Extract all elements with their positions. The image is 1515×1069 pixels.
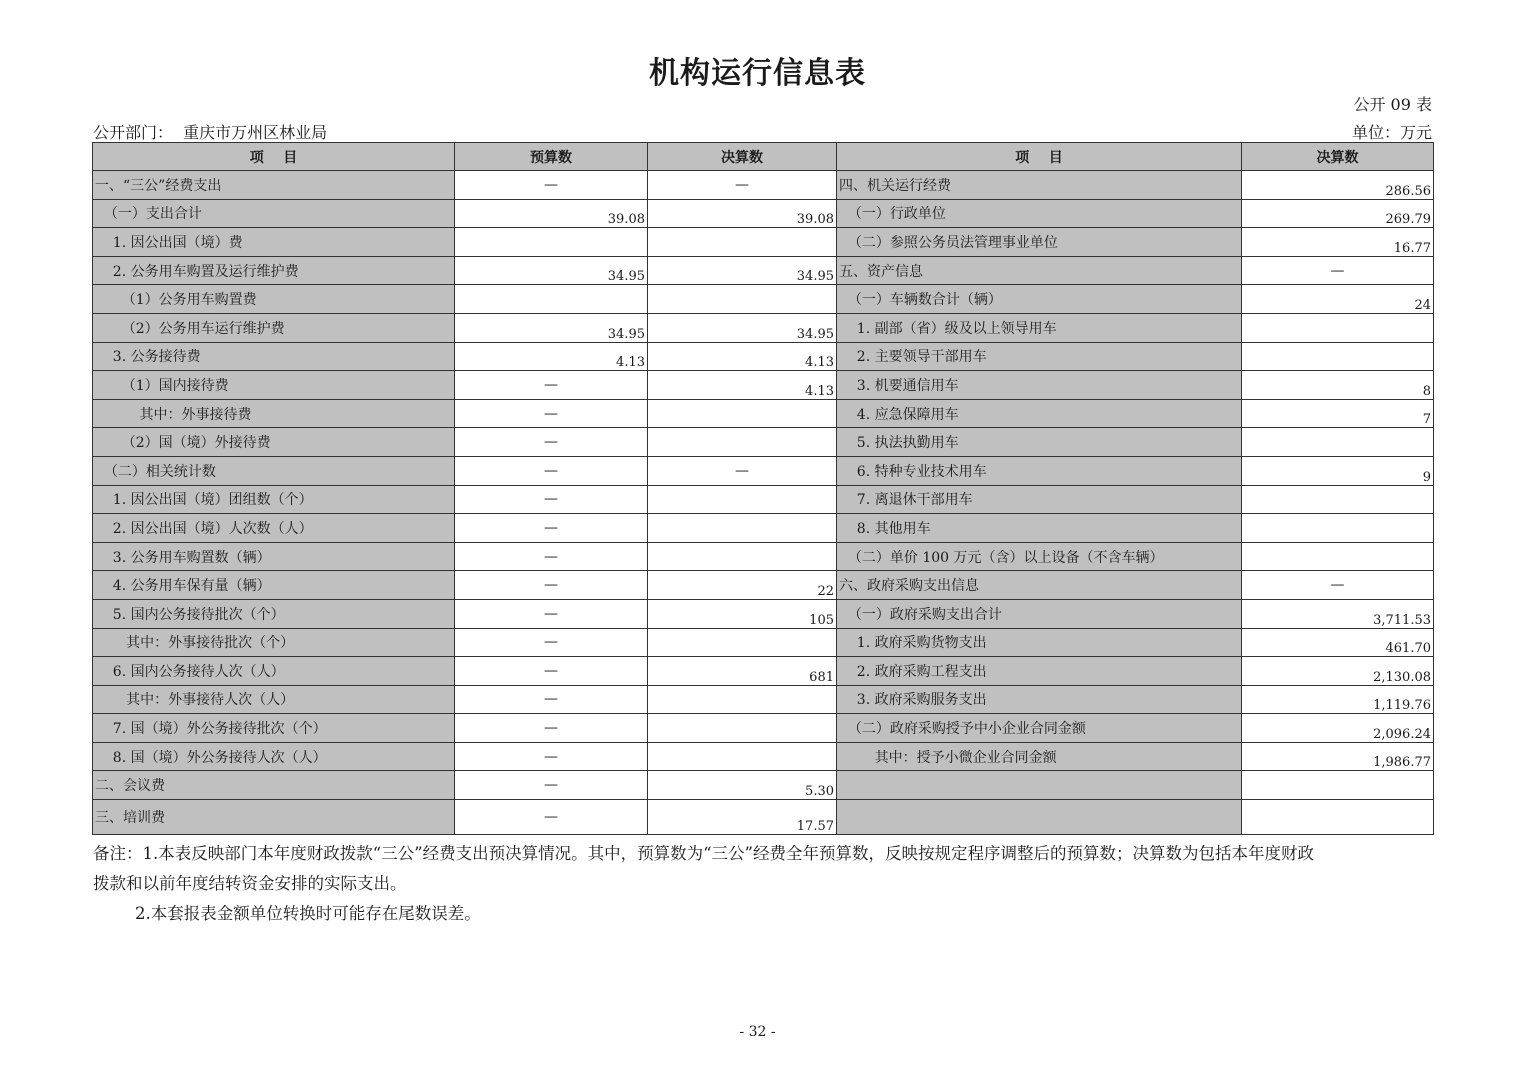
- page-title: 机构运行信息表: [649, 56, 866, 91]
- right-final-cell: [1242, 428, 1434, 457]
- right-final-cell: 2,096.24: [1242, 714, 1434, 743]
- left-budget-cell: —: [455, 171, 648, 200]
- right-final-cell: —: [1242, 256, 1434, 285]
- right-item-cell: 2. 政府采购工程支出: [837, 657, 1242, 686]
- table-row: [93, 742, 1434, 771]
- right-final-cell: 1,119.76: [1242, 685, 1434, 714]
- left-budget-cell: —: [455, 514, 648, 543]
- right-final-cell: 24: [1242, 285, 1434, 314]
- left-budget-cell: —: [455, 428, 648, 457]
- right-final-cell: 8: [1242, 371, 1434, 400]
- unit-label: 单位：万元: [1351, 123, 1432, 142]
- table-row: [93, 399, 1434, 428]
- right-final-cell: [1242, 514, 1434, 543]
- table-row: [93, 571, 1434, 600]
- table-row: [93, 800, 1434, 835]
- header-budget: 预算数: [455, 143, 648, 171]
- right-item-cell: 五、资产信息: [837, 256, 1242, 285]
- table-row: [93, 256, 1434, 285]
- left-budget-cell: 4.13: [455, 342, 648, 371]
- left-item-cell: 2. 公务用车购置及运行维护费: [93, 256, 455, 285]
- right-item-cell: 四、机关运行经费: [837, 171, 1242, 200]
- left-final-cell: [648, 685, 837, 714]
- right-item-cell: 3. 政府采购服务支出: [837, 685, 1242, 714]
- table-header-row: [93, 143, 1434, 171]
- table-row: [93, 685, 1434, 714]
- table-row: [93, 657, 1434, 686]
- note-line-1: 备注：1.本表反映部门本年度财政拨款“三公”经费支出预决算情况。其中，预算数为“三公”经费全年预算数，反映按规定程序调整后的预算数；决算数为包括本年度财政: [93, 844, 1314, 863]
- header-item-left: 项 目: [93, 143, 455, 171]
- right-final-cell: [1242, 342, 1434, 371]
- right-final-cell: 9: [1242, 456, 1434, 485]
- table-row: [93, 514, 1434, 543]
- left-item-cell: 其中：外事接待批次（个）: [93, 628, 455, 657]
- left-budget-cell: —: [455, 371, 648, 400]
- left-final-cell: [648, 228, 837, 257]
- page-number: - 32 -: [739, 1024, 776, 1040]
- left-budget-cell: [455, 285, 648, 314]
- table-row: [93, 228, 1434, 257]
- left-final-cell: 5.30: [648, 771, 837, 800]
- table-row: [93, 456, 1434, 485]
- left-final-cell: 17.57: [648, 800, 837, 835]
- table-row: [93, 428, 1434, 457]
- right-final-cell: 286.56: [1242, 171, 1434, 200]
- left-final-cell: 34.95: [648, 313, 837, 342]
- left-item-cell: 三、培训费: [93, 800, 455, 835]
- right-item-cell: （二）政府采购授予中小企业合同金额: [837, 714, 1242, 743]
- left-item-cell: （二）相关统计数: [93, 456, 455, 485]
- right-final-cell: [1242, 313, 1434, 342]
- right-final-cell: 3,711.53: [1242, 599, 1434, 628]
- left-budget-cell: —: [455, 571, 648, 600]
- left-item-cell: 3. 公务接待费: [93, 342, 455, 371]
- right-item-cell: 4. 应急保障用车: [837, 399, 1242, 428]
- right-final-cell: 7: [1242, 399, 1434, 428]
- table-row: [93, 285, 1434, 314]
- left-final-cell: [648, 714, 837, 743]
- left-budget-cell: —: [455, 685, 648, 714]
- table-row: [93, 485, 1434, 514]
- right-final-cell: 1,986.77: [1242, 742, 1434, 771]
- right-item-cell: 5. 执法执勤用车: [837, 428, 1242, 457]
- right-final-cell: [1242, 771, 1434, 800]
- left-final-cell: 4.13: [648, 342, 837, 371]
- right-final-cell: [1242, 485, 1434, 514]
- left-final-cell: 22: [648, 571, 837, 600]
- left-budget-cell: [455, 228, 648, 257]
- right-item-cell: 8. 其他用车: [837, 514, 1242, 543]
- right-item-cell: 7. 离退休干部用车: [837, 485, 1242, 514]
- table-row: [93, 313, 1434, 342]
- right-item-cell: （一）行政单位: [837, 199, 1242, 228]
- left-budget-cell: 39.08: [455, 199, 648, 228]
- right-final-cell: 16.77: [1242, 228, 1434, 257]
- left-final-cell: —: [648, 456, 837, 485]
- left-final-cell: 105: [648, 599, 837, 628]
- note-line-2: 拨款和以前年度结转资金安排的实际支出。: [93, 874, 407, 893]
- right-item-cell: （二）单价 100 万元（含）以上设备（不含车辆）: [837, 542, 1242, 571]
- left-final-cell: [648, 542, 837, 571]
- left-item-cell: （1）公务用车购置费: [93, 285, 455, 314]
- left-budget-cell: —: [455, 456, 648, 485]
- left-item-cell: 2. 因公出国（境）人次数（人）: [93, 514, 455, 543]
- left-item-cell: 二、会议费: [93, 771, 455, 800]
- table-row: [93, 199, 1434, 228]
- left-item-cell: 一、“三公”经费支出: [93, 171, 455, 200]
- left-item-cell: 1. 因公出国（境）团组数（个）: [93, 485, 455, 514]
- left-budget-cell: —: [455, 714, 648, 743]
- right-item-cell: （二）参照公务员法管理事业单位: [837, 228, 1242, 257]
- left-item-cell: 1. 因公出国（境）费: [93, 228, 455, 257]
- table-row: [93, 371, 1434, 400]
- left-budget-cell: —: [455, 628, 648, 657]
- left-final-cell: [648, 285, 837, 314]
- left-final-cell: [648, 742, 837, 771]
- right-final-cell: [1242, 800, 1434, 835]
- right-final-cell: 269.79: [1242, 199, 1434, 228]
- left-final-cell: [648, 514, 837, 543]
- left-final-cell: [648, 628, 837, 657]
- form-number: 公开 09 表: [1353, 95, 1432, 114]
- left-item-cell: 6. 国内公务接待人次（人）: [93, 657, 455, 686]
- left-item-cell: （2）国（境）外接待费: [93, 428, 455, 457]
- note-line-3: 2.本套报表金额单位转换时可能存在尾数误差。: [93, 904, 481, 923]
- right-item-cell: 1. 政府采购货物支出: [837, 628, 1242, 657]
- left-final-cell: [648, 399, 837, 428]
- left-item-cell: 7. 国（境）外公务接待批次（个）: [93, 714, 455, 743]
- left-final-cell: [648, 428, 837, 457]
- left-item-cell: （1）国内接待费: [93, 371, 455, 400]
- right-item-cell: 6. 特种专业技术用车: [837, 456, 1242, 485]
- right-item-cell: [837, 800, 1242, 835]
- right-final-cell: —: [1242, 571, 1434, 600]
- department-label: 公开部门： 重庆市万州区林业局: [93, 123, 328, 142]
- left-item-cell: 3. 公务用车购置数（辆）: [93, 542, 455, 571]
- table-row: [93, 542, 1434, 571]
- table-row: [93, 599, 1434, 628]
- right-item-cell: 其中：授予小微企业合同金额: [837, 742, 1242, 771]
- left-final-cell: —: [648, 171, 837, 200]
- left-item-cell: 8. 国（境）外公务接待人次（人）: [93, 742, 455, 771]
- right-item-cell: [837, 771, 1242, 800]
- left-budget-cell: —: [455, 542, 648, 571]
- header-final-right: 决算数: [1242, 143, 1434, 171]
- right-item-cell: （一）车辆数合计（辆）: [837, 285, 1242, 314]
- table-row: [93, 714, 1434, 743]
- left-budget-cell: —: [455, 800, 648, 835]
- left-final-cell: 4.13: [648, 371, 837, 400]
- table-row: [93, 771, 1434, 800]
- left-item-cell: 4. 公务用车保有量（辆）: [93, 571, 455, 600]
- right-final-cell: 461.70: [1242, 628, 1434, 657]
- left-budget-cell: —: [455, 742, 648, 771]
- left-budget-cell: —: [455, 771, 648, 800]
- info-table: [92, 142, 1434, 835]
- right-item-cell: （一）政府采购支出合计: [837, 599, 1242, 628]
- left-final-cell: 34.95: [648, 256, 837, 285]
- left-budget-cell: —: [455, 599, 648, 628]
- left-item-cell: 其中：外事接待费: [93, 399, 455, 428]
- right-final-cell: 2,130.08: [1242, 657, 1434, 686]
- left-budget-cell: —: [455, 485, 648, 514]
- table-row: [93, 171, 1434, 200]
- right-item-cell: 六、政府采购支出信息: [837, 571, 1242, 600]
- left-final-cell: 39.08: [648, 199, 837, 228]
- left-budget-cell: 34.95: [455, 313, 648, 342]
- right-item-cell: 1. 副部（省）级及以上领导用车: [837, 313, 1242, 342]
- right-final-cell: [1242, 542, 1434, 571]
- left-item-cell: 其中：外事接待人次（人）: [93, 685, 455, 714]
- left-budget-cell: —: [455, 399, 648, 428]
- left-item-cell: 5. 国内公务接待批次（个）: [93, 599, 455, 628]
- left-budget-cell: —: [455, 657, 648, 686]
- table-row: [93, 628, 1434, 657]
- header-final-left: 决算数: [648, 143, 837, 171]
- left-item-cell: （2）公务用车运行维护费: [93, 313, 455, 342]
- header-item-right: 项 目: [837, 143, 1242, 171]
- right-item-cell: 2. 主要领导干部用车: [837, 342, 1242, 371]
- right-item-cell: 3. 机要通信用车: [837, 371, 1242, 400]
- left-final-cell: [648, 485, 837, 514]
- left-item-cell: （一）支出合计: [93, 199, 455, 228]
- left-budget-cell: 34.95: [455, 256, 648, 285]
- notes: [93, 839, 1473, 929]
- left-final-cell: 681: [648, 657, 837, 686]
- table-row: [93, 342, 1434, 371]
